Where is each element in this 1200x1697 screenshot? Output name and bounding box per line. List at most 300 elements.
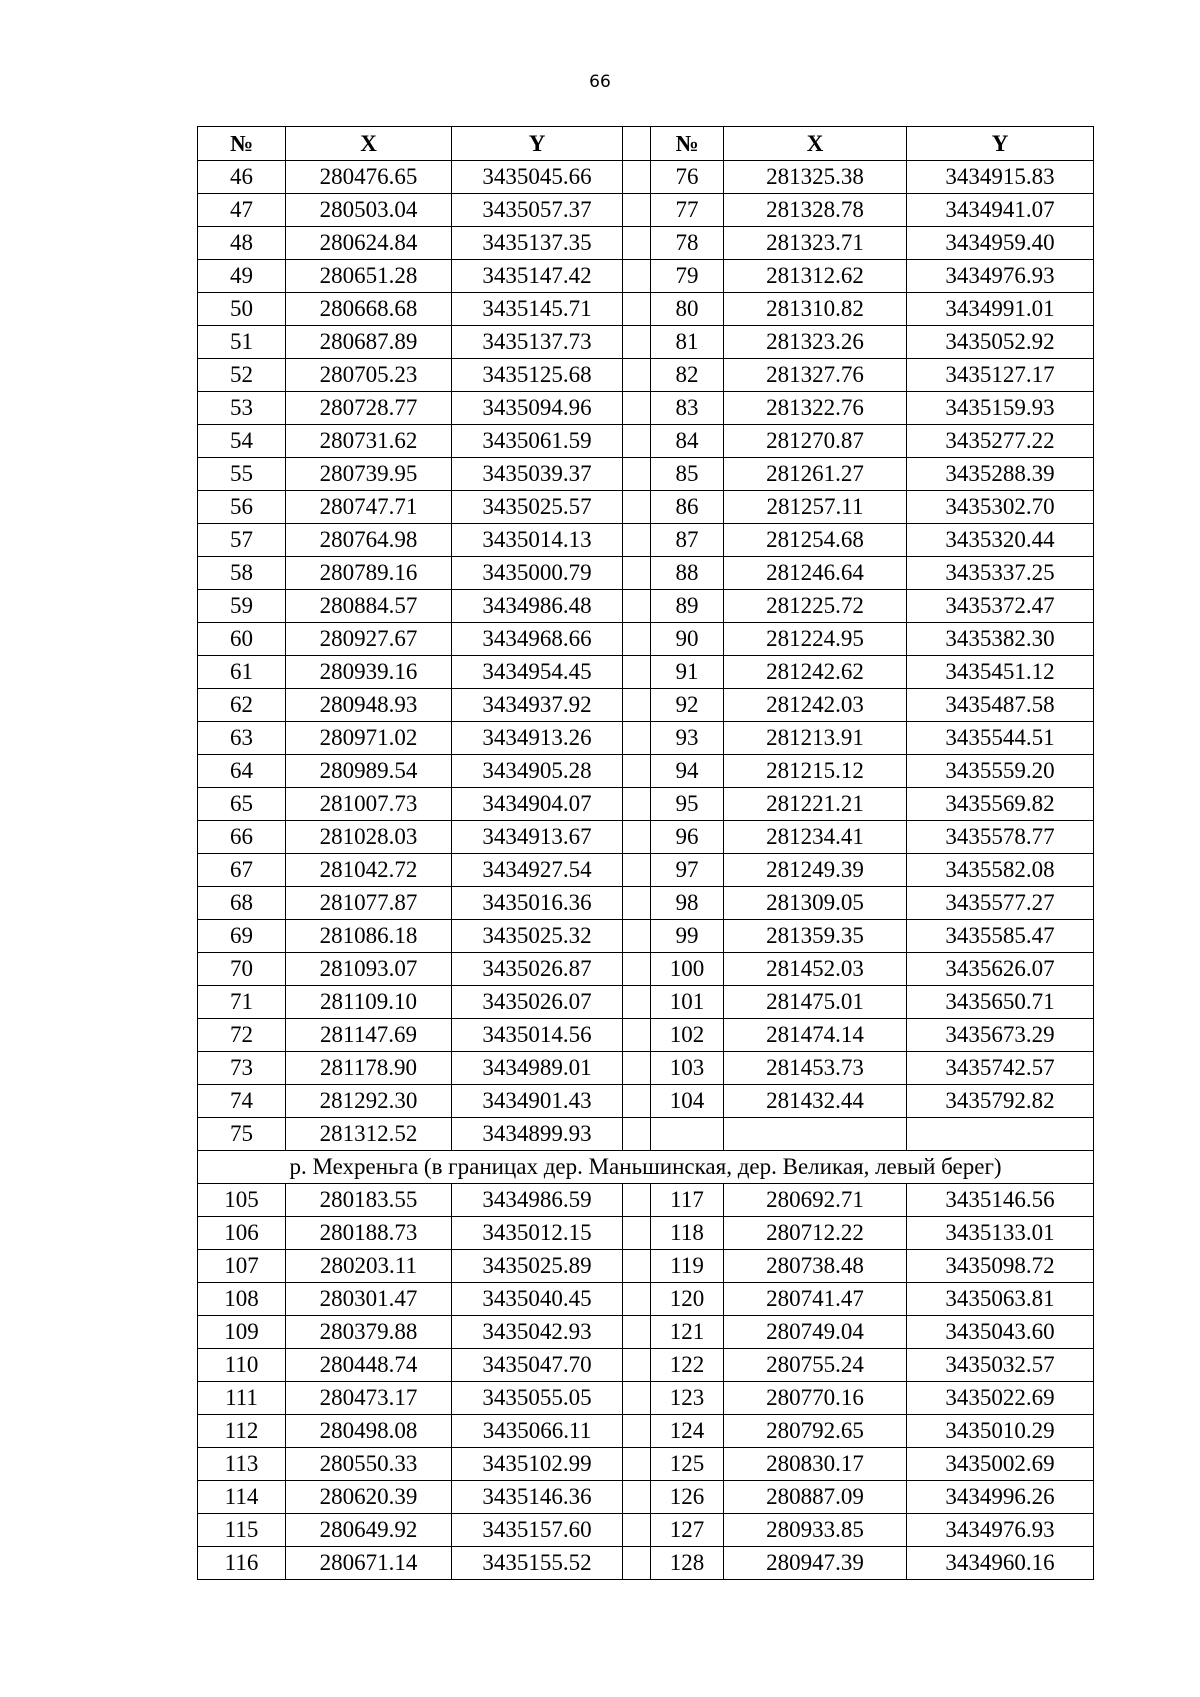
y-coordinate-left: 3435025.32	[452, 920, 623, 953]
point-number-right: 80	[651, 293, 724, 326]
x-coordinate-left: 280747.71	[286, 491, 452, 524]
point-number-left: 113	[198, 1448, 286, 1481]
x-coordinate-right: 281323.26	[724, 326, 907, 359]
y-coordinate-left: 3435014.56	[452, 1019, 623, 1052]
y-coordinate-right: 3434976.93	[907, 260, 1094, 293]
point-number-left: 109	[198, 1316, 286, 1349]
x-coordinate-right: 281242.62	[724, 656, 907, 689]
x-coordinate-right: 281261.27	[724, 458, 907, 491]
y-coordinate-right: 3435127.17	[907, 359, 1094, 392]
x-coordinate-right: 281234.41	[724, 821, 907, 854]
y-coordinate-left: 3435026.87	[452, 953, 623, 986]
x-coordinate-right: 281453.73	[724, 1052, 907, 1085]
point-number-left: 115	[198, 1514, 286, 1547]
point-number-left: 47	[198, 194, 286, 227]
y-coordinate-right: 3434996.26	[907, 1481, 1094, 1514]
gap-cell	[623, 623, 651, 656]
y-coordinate-right: 3435577.27	[907, 887, 1094, 920]
y-coordinate-right: 3435022.69	[907, 1382, 1094, 1415]
point-number-right: 99	[651, 920, 724, 953]
x-coordinate-left: 281077.87	[286, 887, 452, 920]
y-coordinate-right: 3435569.82	[907, 788, 1094, 821]
y-coordinate-right: 3435052.92	[907, 326, 1094, 359]
x-coordinate-left: 280971.02	[286, 722, 452, 755]
point-number-left: 49	[198, 260, 286, 293]
y-coordinate-left: 3435014.13	[452, 524, 623, 557]
y-coordinate-left: 3435025.57	[452, 491, 623, 524]
gap-cell	[623, 1118, 651, 1151]
y-coordinate-left: 3434989.01	[452, 1052, 623, 1085]
gap-cell	[623, 524, 651, 557]
y-coordinate-right: 3435032.57	[907, 1349, 1094, 1382]
gap-cell	[623, 161, 651, 194]
y-coordinate-left: 3435125.68	[452, 359, 623, 392]
y-coordinate-right: 3435487.58	[907, 689, 1094, 722]
x-coordinate-right: 281432.44	[724, 1085, 907, 1118]
table-row	[198, 689, 1094, 722]
table-row	[198, 1415, 1094, 1448]
table-header-row	[198, 127, 1094, 161]
x-coordinate-right: 281221.21	[724, 788, 907, 821]
gap-cell	[623, 689, 651, 722]
table-row	[198, 326, 1094, 359]
y-coordinate-left: 3435000.79	[452, 557, 623, 590]
x-coordinate-left: 280927.67	[286, 623, 452, 656]
table-row	[198, 392, 1094, 425]
table-row	[198, 524, 1094, 557]
y-coordinate-left: 3435047.70	[452, 1349, 623, 1382]
y-coordinate-left: 3435145.71	[452, 293, 623, 326]
point-number-left: 56	[198, 491, 286, 524]
point-number-right: 94	[651, 755, 724, 788]
gap-cell	[623, 1052, 651, 1085]
table-row	[198, 260, 1094, 293]
page-number: 66	[589, 72, 611, 92]
table-row	[198, 788, 1094, 821]
x-coordinate-left: 280671.14	[286, 1547, 452, 1580]
y-coordinate-left: 3435055.05	[452, 1382, 623, 1415]
point-number-right: 96	[651, 821, 724, 854]
gap-cell	[623, 1382, 651, 1415]
x-coordinate-right	[724, 1118, 907, 1151]
gap-cell	[623, 656, 651, 689]
x-coordinate-left: 281312.52	[286, 1118, 452, 1151]
y-coordinate-left: 3435039.37	[452, 458, 623, 491]
point-number-left: 116	[198, 1547, 286, 1580]
point-number-right: 83	[651, 392, 724, 425]
point-number-left: 110	[198, 1349, 286, 1382]
point-number-left: 111	[198, 1382, 286, 1415]
x-coordinate-right: 281325.38	[724, 161, 907, 194]
point-number-right: 119	[651, 1250, 724, 1283]
gap-cell	[623, 1019, 651, 1052]
y-coordinate-left: 3435045.66	[452, 161, 623, 194]
point-number-right: 87	[651, 524, 724, 557]
y-coordinate-left: 3435061.59	[452, 425, 623, 458]
table-row	[198, 359, 1094, 392]
gap-cell	[623, 260, 651, 293]
header-number-left: №	[198, 127, 286, 161]
gap-cell	[623, 755, 651, 788]
point-number-left: 61	[198, 656, 286, 689]
x-coordinate-left: 280649.92	[286, 1514, 452, 1547]
x-coordinate-right: 281213.91	[724, 722, 907, 755]
gap-cell	[623, 293, 651, 326]
point-number-right: 79	[651, 260, 724, 293]
point-number-left: 105	[198, 1184, 286, 1217]
y-coordinate-right: 3434941.07	[907, 194, 1094, 227]
y-coordinate-left: 3435025.89	[452, 1250, 623, 1283]
point-number-right: 88	[651, 557, 724, 590]
point-number-right: 127	[651, 1514, 724, 1547]
table-row	[198, 953, 1094, 986]
y-coordinate-left: 3434927.54	[452, 854, 623, 887]
point-number-right: 120	[651, 1283, 724, 1316]
table-row	[198, 1052, 1094, 1085]
y-coordinate-left: 3435157.60	[452, 1514, 623, 1547]
point-number-left: 72	[198, 1019, 286, 1052]
x-coordinate-right: 280830.17	[724, 1448, 907, 1481]
point-number-left: 55	[198, 458, 286, 491]
table-row	[198, 425, 1094, 458]
point-number-right: 122	[651, 1349, 724, 1382]
x-coordinate-left: 281028.03	[286, 821, 452, 854]
point-number-right: 78	[651, 227, 724, 260]
point-number-left: 112	[198, 1415, 286, 1448]
gap-cell	[623, 491, 651, 524]
point-number-right: 100	[651, 953, 724, 986]
table-row	[198, 557, 1094, 590]
point-number-right: 92	[651, 689, 724, 722]
table-row	[198, 1316, 1094, 1349]
y-coordinate-right: 3435792.82	[907, 1085, 1094, 1118]
point-number-right: 93	[651, 722, 724, 755]
y-coordinate-right: 3435451.12	[907, 656, 1094, 689]
x-coordinate-right: 281249.39	[724, 854, 907, 887]
y-coordinate-left: 3435137.73	[452, 326, 623, 359]
x-coordinate-left: 280884.57	[286, 590, 452, 623]
y-coordinate-right	[907, 1118, 1094, 1151]
x-coordinate-left: 280550.33	[286, 1448, 452, 1481]
x-coordinate-left: 280989.54	[286, 755, 452, 788]
gap-cell	[623, 1349, 651, 1382]
point-number-left: 71	[198, 986, 286, 1019]
gap-cell	[623, 887, 651, 920]
table-row	[198, 920, 1094, 953]
x-coordinate-right: 281323.71	[724, 227, 907, 260]
x-coordinate-left: 280476.65	[286, 161, 452, 194]
x-coordinate-right: 280738.48	[724, 1250, 907, 1283]
point-number-right: 123	[651, 1382, 724, 1415]
coordinates-table	[197, 126, 1094, 1580]
point-number-left: 107	[198, 1250, 286, 1283]
point-number-left: 106	[198, 1217, 286, 1250]
gap-cell	[623, 920, 651, 953]
point-number-right: 128	[651, 1547, 724, 1580]
gap-cell	[623, 458, 651, 491]
x-coordinate-right: 281327.76	[724, 359, 907, 392]
point-number-right: 124	[651, 1415, 724, 1448]
table-row	[198, 194, 1094, 227]
point-number-right: 90	[651, 623, 724, 656]
section-row	[198, 1151, 1094, 1184]
x-coordinate-right: 281242.03	[724, 689, 907, 722]
point-number-right: 118	[651, 1217, 724, 1250]
x-coordinate-right: 281474.14	[724, 1019, 907, 1052]
x-coordinate-left: 281147.69	[286, 1019, 452, 1052]
table-row	[198, 458, 1094, 491]
x-coordinate-left: 280705.23	[286, 359, 452, 392]
header-y-left: Y	[452, 127, 623, 161]
y-coordinate-right: 3435372.47	[907, 590, 1094, 623]
x-coordinate-right: 280947.39	[724, 1547, 907, 1580]
gap-cell	[623, 227, 651, 260]
y-coordinate-left: 3435040.45	[452, 1283, 623, 1316]
y-coordinate-right: 3435673.29	[907, 1019, 1094, 1052]
table-row	[198, 755, 1094, 788]
table-row	[198, 854, 1094, 887]
gap-cell	[623, 1316, 651, 1349]
table-row	[198, 1448, 1094, 1481]
header-x-left: X	[286, 127, 452, 161]
table-row	[198, 1283, 1094, 1316]
y-coordinate-left: 3434986.48	[452, 590, 623, 623]
x-coordinate-right: 281322.76	[724, 392, 907, 425]
x-coordinate-left: 280620.39	[286, 1481, 452, 1514]
section-title: р. Мехреньга (в границах дер. Маньшинская, дер. Великая, левый берег)	[198, 1151, 1094, 1184]
point-number-right: 81	[651, 326, 724, 359]
point-number-left: 58	[198, 557, 286, 590]
x-coordinate-right: 281310.82	[724, 293, 907, 326]
x-coordinate-left: 280651.28	[286, 260, 452, 293]
y-coordinate-right: 3435043.60	[907, 1316, 1094, 1349]
point-number-left: 73	[198, 1052, 286, 1085]
table-row	[198, 656, 1094, 689]
header-y-right: Y	[907, 127, 1094, 161]
y-coordinate-right: 3435288.39	[907, 458, 1094, 491]
y-coordinate-right: 3435544.51	[907, 722, 1094, 755]
table-row	[198, 1217, 1094, 1250]
x-coordinate-left: 280731.62	[286, 425, 452, 458]
point-number-right	[651, 1118, 724, 1151]
table-row	[198, 1547, 1094, 1580]
y-coordinate-right: 3435382.30	[907, 623, 1094, 656]
gap-cell	[623, 557, 651, 590]
x-coordinate-right: 281309.05	[724, 887, 907, 920]
x-coordinate-left: 280188.73	[286, 1217, 452, 1250]
x-coordinate-left: 281086.18	[286, 920, 452, 953]
point-number-right: 102	[651, 1019, 724, 1052]
point-number-right: 82	[651, 359, 724, 392]
y-coordinate-right: 3435337.25	[907, 557, 1094, 590]
y-coordinate-right: 3435133.01	[907, 1217, 1094, 1250]
y-coordinate-left: 3434899.93	[452, 1118, 623, 1151]
table-row	[198, 491, 1094, 524]
y-coordinate-left: 3435042.93	[452, 1316, 623, 1349]
gap-cell	[623, 326, 651, 359]
point-number-left: 51	[198, 326, 286, 359]
point-number-left: 66	[198, 821, 286, 854]
x-coordinate-right: 281257.11	[724, 491, 907, 524]
point-number-left: 48	[198, 227, 286, 260]
point-number-left: 114	[198, 1481, 286, 1514]
table-row	[198, 1118, 1094, 1151]
y-coordinate-right: 3435626.07	[907, 953, 1094, 986]
point-number-right: 126	[651, 1481, 724, 1514]
x-coordinate-right: 281328.78	[724, 194, 907, 227]
y-coordinate-right: 3435578.77	[907, 821, 1094, 854]
y-coordinate-right: 3435559.20	[907, 755, 1094, 788]
y-coordinate-right: 3434915.83	[907, 161, 1094, 194]
x-coordinate-right: 281359.35	[724, 920, 907, 953]
table-row	[198, 1382, 1094, 1415]
y-coordinate-left: 3435147.42	[452, 260, 623, 293]
x-coordinate-right: 281224.95	[724, 623, 907, 656]
x-coordinate-right: 281270.87	[724, 425, 907, 458]
x-coordinate-right: 280692.71	[724, 1184, 907, 1217]
y-coordinate-left: 3435026.07	[452, 986, 623, 1019]
point-number-right: 77	[651, 194, 724, 227]
gap-cell	[623, 392, 651, 425]
x-coordinate-left: 281178.90	[286, 1052, 452, 1085]
x-coordinate-left: 280668.68	[286, 293, 452, 326]
x-coordinate-right: 281254.68	[724, 524, 907, 557]
y-coordinate-left: 3435102.99	[452, 1448, 623, 1481]
point-number-left: 74	[198, 1085, 286, 1118]
x-coordinate-right: 281475.01	[724, 986, 907, 1019]
x-coordinate-right: 280887.09	[724, 1481, 907, 1514]
point-number-right: 91	[651, 656, 724, 689]
point-number-left: 46	[198, 161, 286, 194]
point-number-left: 108	[198, 1283, 286, 1316]
table-row	[198, 623, 1094, 656]
x-coordinate-left: 280503.04	[286, 194, 452, 227]
y-coordinate-left: 3434937.92	[452, 689, 623, 722]
y-coordinate-right: 3435098.72	[907, 1250, 1094, 1283]
point-number-right: 101	[651, 986, 724, 1019]
point-number-left: 60	[198, 623, 286, 656]
x-coordinate-left: 280301.47	[286, 1283, 452, 1316]
x-coordinate-right: 280712.22	[724, 1217, 907, 1250]
x-coordinate-left: 280203.11	[286, 1250, 452, 1283]
x-coordinate-left: 280764.98	[286, 524, 452, 557]
y-coordinate-right: 3435010.29	[907, 1415, 1094, 1448]
y-coordinate-right: 3435650.71	[907, 986, 1094, 1019]
point-number-left: 64	[198, 755, 286, 788]
x-coordinate-right: 280792.65	[724, 1415, 907, 1448]
y-coordinate-left: 3435016.36	[452, 887, 623, 920]
point-number-left: 65	[198, 788, 286, 821]
y-coordinate-right: 3435582.08	[907, 854, 1094, 887]
point-number-right: 104	[651, 1085, 724, 1118]
x-coordinate-right: 281452.03	[724, 953, 907, 986]
point-number-right: 85	[651, 458, 724, 491]
y-coordinate-right: 3435159.93	[907, 392, 1094, 425]
table-row	[198, 1085, 1094, 1118]
y-coordinate-left: 3434913.26	[452, 722, 623, 755]
y-coordinate-right: 3434976.93	[907, 1514, 1094, 1547]
point-number-right: 95	[651, 788, 724, 821]
point-number-left: 63	[198, 722, 286, 755]
point-number-left: 50	[198, 293, 286, 326]
y-coordinate-left: 3435146.36	[452, 1481, 623, 1514]
x-coordinate-left: 281042.72	[286, 854, 452, 887]
point-number-left: 52	[198, 359, 286, 392]
table-row	[198, 293, 1094, 326]
point-number-left: 59	[198, 590, 286, 623]
table-row	[198, 821, 1094, 854]
gap-cell	[623, 953, 651, 986]
point-number-left: 70	[198, 953, 286, 986]
x-coordinate-right: 281246.64	[724, 557, 907, 590]
x-coordinate-left: 280728.77	[286, 392, 452, 425]
y-coordinate-left: 3435066.11	[452, 1415, 623, 1448]
x-coordinate-left: 280789.16	[286, 557, 452, 590]
gap-cell	[623, 1085, 651, 1118]
y-coordinate-left: 3434954.45	[452, 656, 623, 689]
gap-cell	[623, 986, 651, 1019]
table-body	[198, 161, 1094, 1580]
y-coordinate-right: 3435585.47	[907, 920, 1094, 953]
x-coordinate-left: 280687.89	[286, 326, 452, 359]
y-coordinate-left: 3435057.37	[452, 194, 623, 227]
y-coordinate-right: 3435742.57	[907, 1052, 1094, 1085]
x-coordinate-left: 280448.74	[286, 1349, 452, 1382]
x-coordinate-left: 281109.10	[286, 986, 452, 1019]
y-coordinate-right: 3435002.69	[907, 1448, 1094, 1481]
point-number-right: 97	[651, 854, 724, 887]
x-coordinate-left: 281292.30	[286, 1085, 452, 1118]
gap-cell	[623, 194, 651, 227]
gap-cell	[623, 1283, 651, 1316]
y-coordinate-left: 3434986.59	[452, 1184, 623, 1217]
table-row	[198, 161, 1094, 194]
x-coordinate-right: 280741.47	[724, 1283, 907, 1316]
point-number-right: 98	[651, 887, 724, 920]
y-coordinate-left: 3435012.15	[452, 1217, 623, 1250]
gap-cell	[623, 722, 651, 755]
x-coordinate-right: 281312.62	[724, 260, 907, 293]
y-coordinate-left: 3434905.28	[452, 755, 623, 788]
gap-cell	[623, 854, 651, 887]
point-number-left: 69	[198, 920, 286, 953]
y-coordinate-left: 3434904.07	[452, 788, 623, 821]
gap-cell	[623, 821, 651, 854]
y-coordinate-left: 3434901.43	[452, 1085, 623, 1118]
y-coordinate-left: 3434968.66	[452, 623, 623, 656]
y-coordinate-right: 3435302.70	[907, 491, 1094, 524]
x-coordinate-left: 280624.84	[286, 227, 452, 260]
gap-cell	[623, 590, 651, 623]
x-coordinate-left: 281007.73	[286, 788, 452, 821]
point-number-right: 86	[651, 491, 724, 524]
x-coordinate-right: 280755.24	[724, 1349, 907, 1382]
point-number-right: 125	[651, 1448, 724, 1481]
point-number-right: 103	[651, 1052, 724, 1085]
point-number-right: 84	[651, 425, 724, 458]
point-number-left: 54	[198, 425, 286, 458]
gap-cell	[623, 1415, 651, 1448]
x-coordinate-left: 281093.07	[286, 953, 452, 986]
x-coordinate-left: 280473.17	[286, 1382, 452, 1415]
gap-cell	[623, 1184, 651, 1217]
y-coordinate-right: 3435277.22	[907, 425, 1094, 458]
table-row	[198, 722, 1094, 755]
point-number-left: 67	[198, 854, 286, 887]
gap-cell	[623, 1448, 651, 1481]
x-coordinate-right: 281225.72	[724, 590, 907, 623]
y-coordinate-right: 3435063.81	[907, 1283, 1094, 1316]
